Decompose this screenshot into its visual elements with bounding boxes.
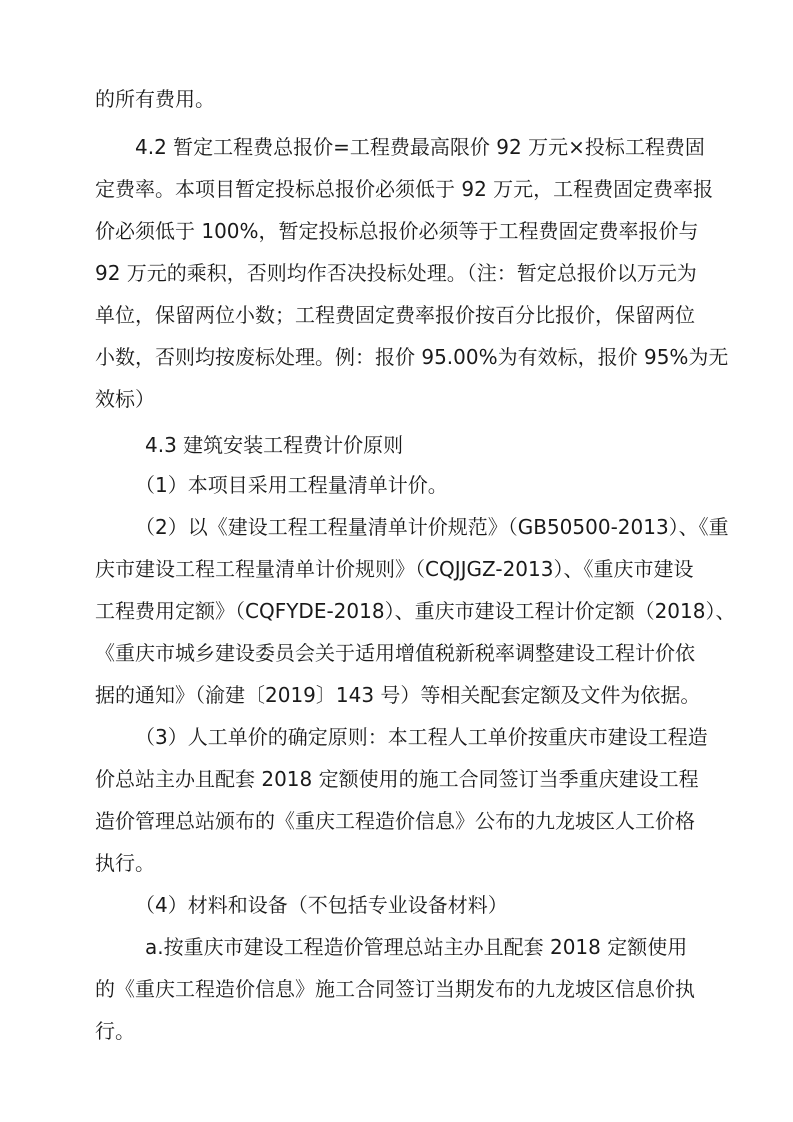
text-line: 的《重庆工程造价信息》施工合同签订当期发布的九龙坡区信息价执 — [95, 977, 695, 1001]
text-line: （3）人工单价的确定原则：本工程人工单价按重庆市建设工程造 — [135, 725, 708, 749]
text-line: 庆市建设工程工程量清单计价规则》（CQJJGZ-2013）、《重庆市建设 — [95, 557, 694, 581]
text-line: a.按重庆市建设工程造价管理总站主办且配套 2018 定额使用 — [145, 935, 688, 959]
text-line: 行。 — [95, 1019, 135, 1043]
text-line: 价必须低于 100%，暂定投标总报价必须等于工程费固定费率报价与 — [95, 219, 699, 243]
text-line: 据的通知》（渝建〔2019〕143 号）等相关配套定额及文件为依据。 — [95, 683, 701, 707]
text-line: （4）材料和设备（不包括专业设备材料） — [135, 893, 508, 917]
text-line: 造价管理总站颁布的《重庆工程造价信息》公布的九龙坡区人工价格 — [95, 809, 695, 833]
text-line: 价总站主办且配套 2018 定额使用的施工合同签订当季重庆建设工程 — [95, 767, 699, 791]
text-line: 92 万元的乘积，否则均作否决投标处理。（注：暂定总报价以万元为 — [95, 261, 697, 285]
text-line: 执行。 — [95, 851, 155, 875]
text-line: （1）本项目采用工程量清单计价。 — [135, 473, 448, 497]
text-line: （2）以《建设工程工程量清单计价规范》（GB50500-2013）、《重 — [135, 515, 729, 539]
text-line: 效标） — [95, 387, 155, 411]
text-line: 《重庆市城乡建设委员会关于适用增值税新税率调整建设工程计价依 — [95, 641, 695, 665]
text-line: 工程费用定额》（CQFYDE-2018）、重庆市建设工程计价定额（2018）、 — [95, 599, 736, 623]
text-line: 定费率。本项目暂定投标总报价必须低于 92 万元，工程费固定费率报 — [95, 177, 714, 201]
text-line: 4.2 暂定工程费总报价=工程费最高限价 92 万元×投标工程费固 — [135, 135, 705, 159]
section-heading: 4.3 建筑安装工程费计价原则 — [145, 433, 404, 457]
text-line: 单位，保留两位小数；工程费固定费率报价按百分比报价，保留两位 — [95, 303, 695, 327]
text-line: 小数，否则均按废标处理。例：报价 95.00%为有效标，报价 95%为无 — [95, 345, 729, 369]
text-line: 的所有费用。 — [95, 87, 215, 111]
